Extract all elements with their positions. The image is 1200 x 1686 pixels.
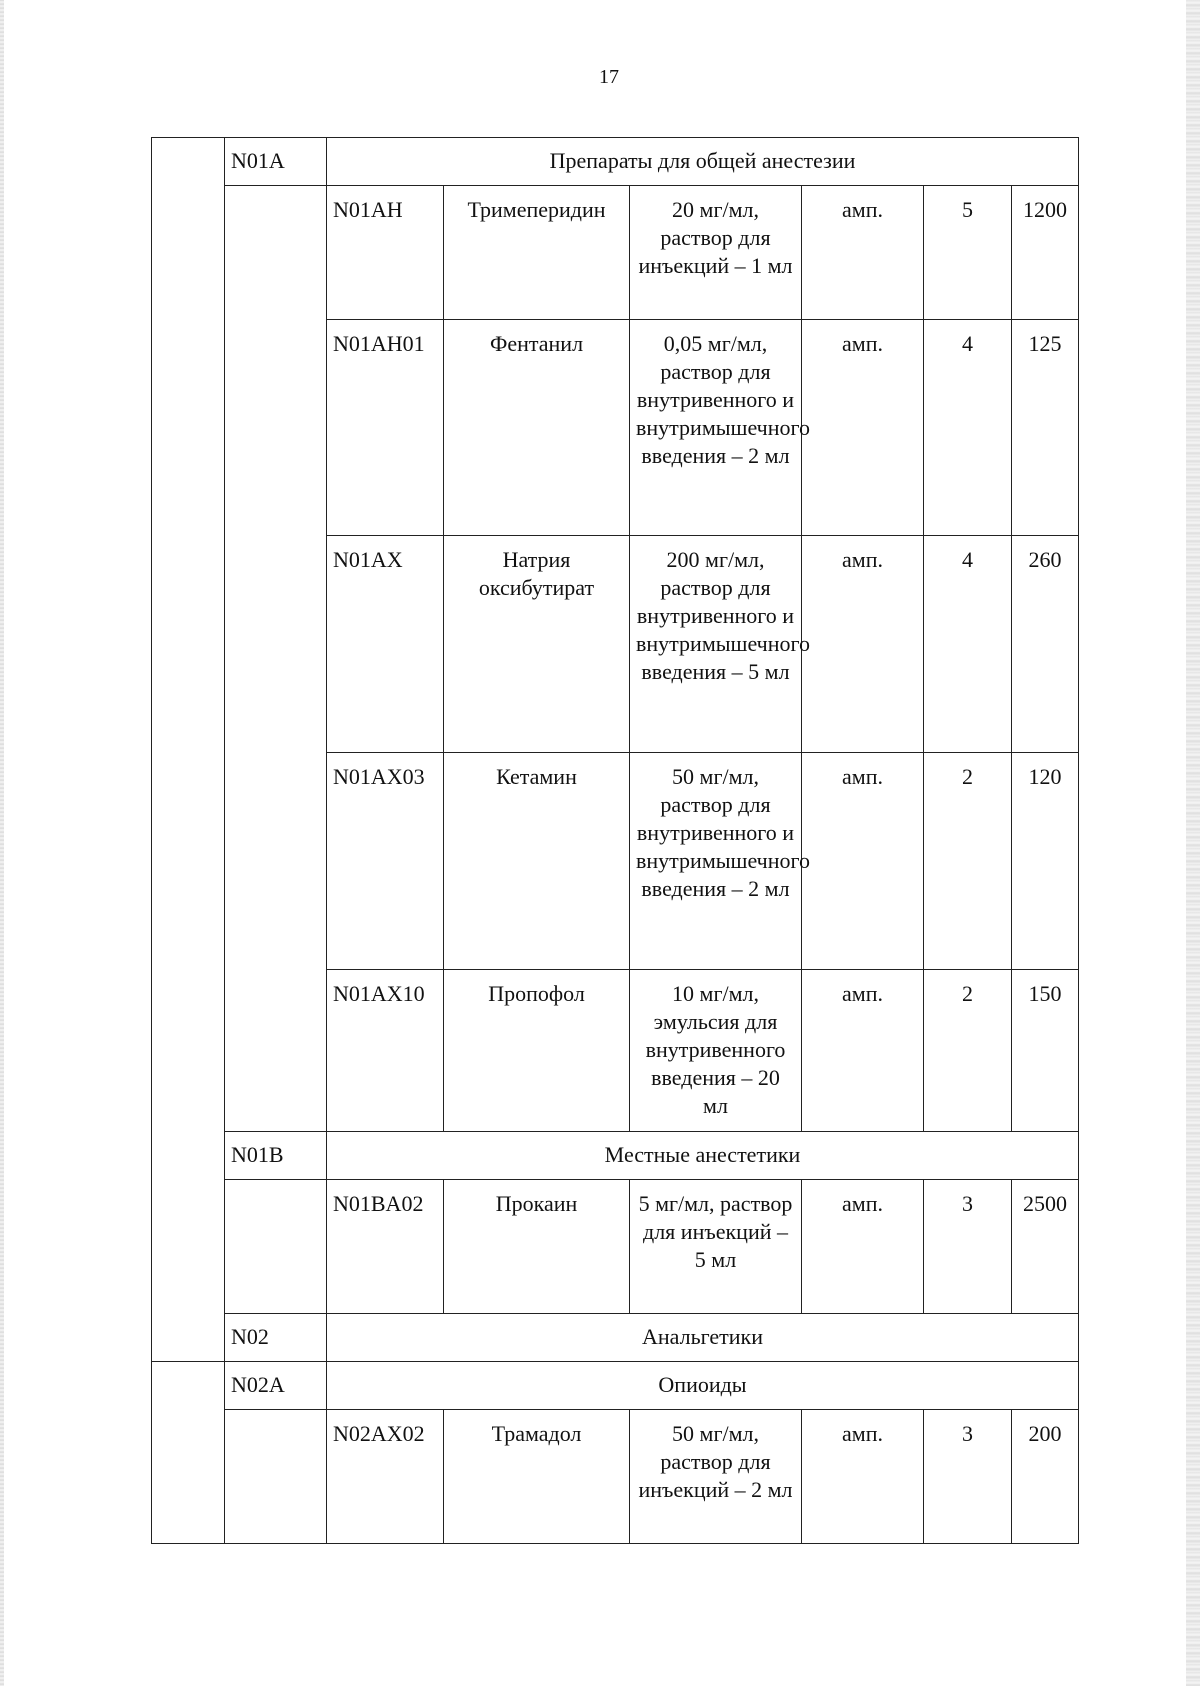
atc-code: N01AX10: [327, 970, 444, 1132]
dosage-form: 0,05 мг/мл, раствор для внутривенного и внутримышечного введения – 2 мл: [630, 320, 802, 536]
quantity: 2: [924, 753, 1012, 970]
atc-code: N01AX: [327, 536, 444, 753]
group-spacer-cell: [225, 186, 327, 1132]
quantity: 3: [924, 1410, 1012, 1544]
count: 150: [1012, 970, 1079, 1132]
unit: амп.: [802, 1410, 924, 1544]
table-row: [152, 1180, 1079, 1314]
group-title: Местные анестетики: [327, 1132, 1079, 1180]
atc-code: N01BA02: [327, 1180, 444, 1314]
drug-name: Тримеперидин: [444, 186, 630, 320]
unit: амп.: [802, 186, 924, 320]
unit: амп.: [802, 320, 924, 536]
atc-code: N01AH: [327, 186, 444, 320]
quantity: 3: [924, 1180, 1012, 1314]
count: 120: [1012, 753, 1079, 970]
scan-edge-left: [0, 0, 4, 1686]
count: 2500: [1012, 1180, 1079, 1314]
class-title: Анальгетики: [327, 1314, 1079, 1362]
group-code: N02A: [225, 1362, 327, 1410]
scan-edge-right: [1186, 0, 1200, 1686]
count: 200: [1012, 1410, 1079, 1544]
drug-name: Фентанил: [444, 320, 630, 536]
dosage-form: 200 мг/мл, раствор для внутривенного и внутримышечного введения – 5 мл: [630, 536, 802, 753]
quantity: 5: [924, 186, 1012, 320]
dosage-form: 10 мг/мл, эмульсия для внутривенного введения – 20 мл: [630, 970, 802, 1132]
group-title: Препараты для общей анестезии: [327, 138, 1079, 186]
dosage-form: 50 мг/мл, раствор для внутривенного и внутримышечного введения – 2 мл: [630, 753, 802, 970]
atc-code: N02AX02: [327, 1410, 444, 1544]
group-spacer-cell: [225, 1410, 327, 1544]
group-spacer-cell: [225, 1180, 327, 1314]
group-header-row: [152, 1132, 1079, 1180]
quantity: 4: [924, 536, 1012, 753]
quantity: 4: [924, 320, 1012, 536]
atc-code: N01AH01: [327, 320, 444, 536]
dosage-form: 50 мг/мл, раствор для инъекций – 2 мл: [630, 1410, 802, 1544]
table-row: [152, 1410, 1079, 1544]
group-code: N01A: [225, 138, 327, 186]
dosage-form: 20 мг/мл, раствор для инъекций – 1 мл: [630, 186, 802, 320]
count: 1200: [1012, 186, 1079, 320]
quantity: 2: [924, 970, 1012, 1132]
class-header-row: [152, 1314, 1079, 1362]
drug-name: Трамадол: [444, 1410, 630, 1544]
table-row: [152, 186, 1079, 320]
group-code: N01B: [225, 1132, 327, 1180]
unit: амп.: [802, 1180, 924, 1314]
atc-code: N01AX03: [327, 753, 444, 970]
unit: амп.: [802, 970, 924, 1132]
drug-name: Пропофол: [444, 970, 630, 1132]
dosage-form: 5 мг/мл, раствор для инъекций – 5 мл: [630, 1180, 802, 1314]
drug-name: Прокаин: [444, 1180, 630, 1314]
unit: амп.: [802, 753, 924, 970]
drug-name: Натрия оксибутират: [444, 536, 630, 753]
group-header-row: [152, 1362, 1079, 1410]
class-spacer-cell: [152, 138, 225, 1362]
drug-table: [151, 137, 1079, 1544]
unit: амп.: [802, 536, 924, 753]
page-number: 17: [599, 66, 619, 88]
class-spacer-cell: [152, 1362, 225, 1544]
drug-name: Кетамин: [444, 753, 630, 970]
class-code: N02: [225, 1314, 327, 1362]
group-header-row: [152, 138, 1079, 186]
count: 260: [1012, 536, 1079, 753]
count: 125: [1012, 320, 1079, 536]
group-title: Опиоиды: [327, 1362, 1079, 1410]
